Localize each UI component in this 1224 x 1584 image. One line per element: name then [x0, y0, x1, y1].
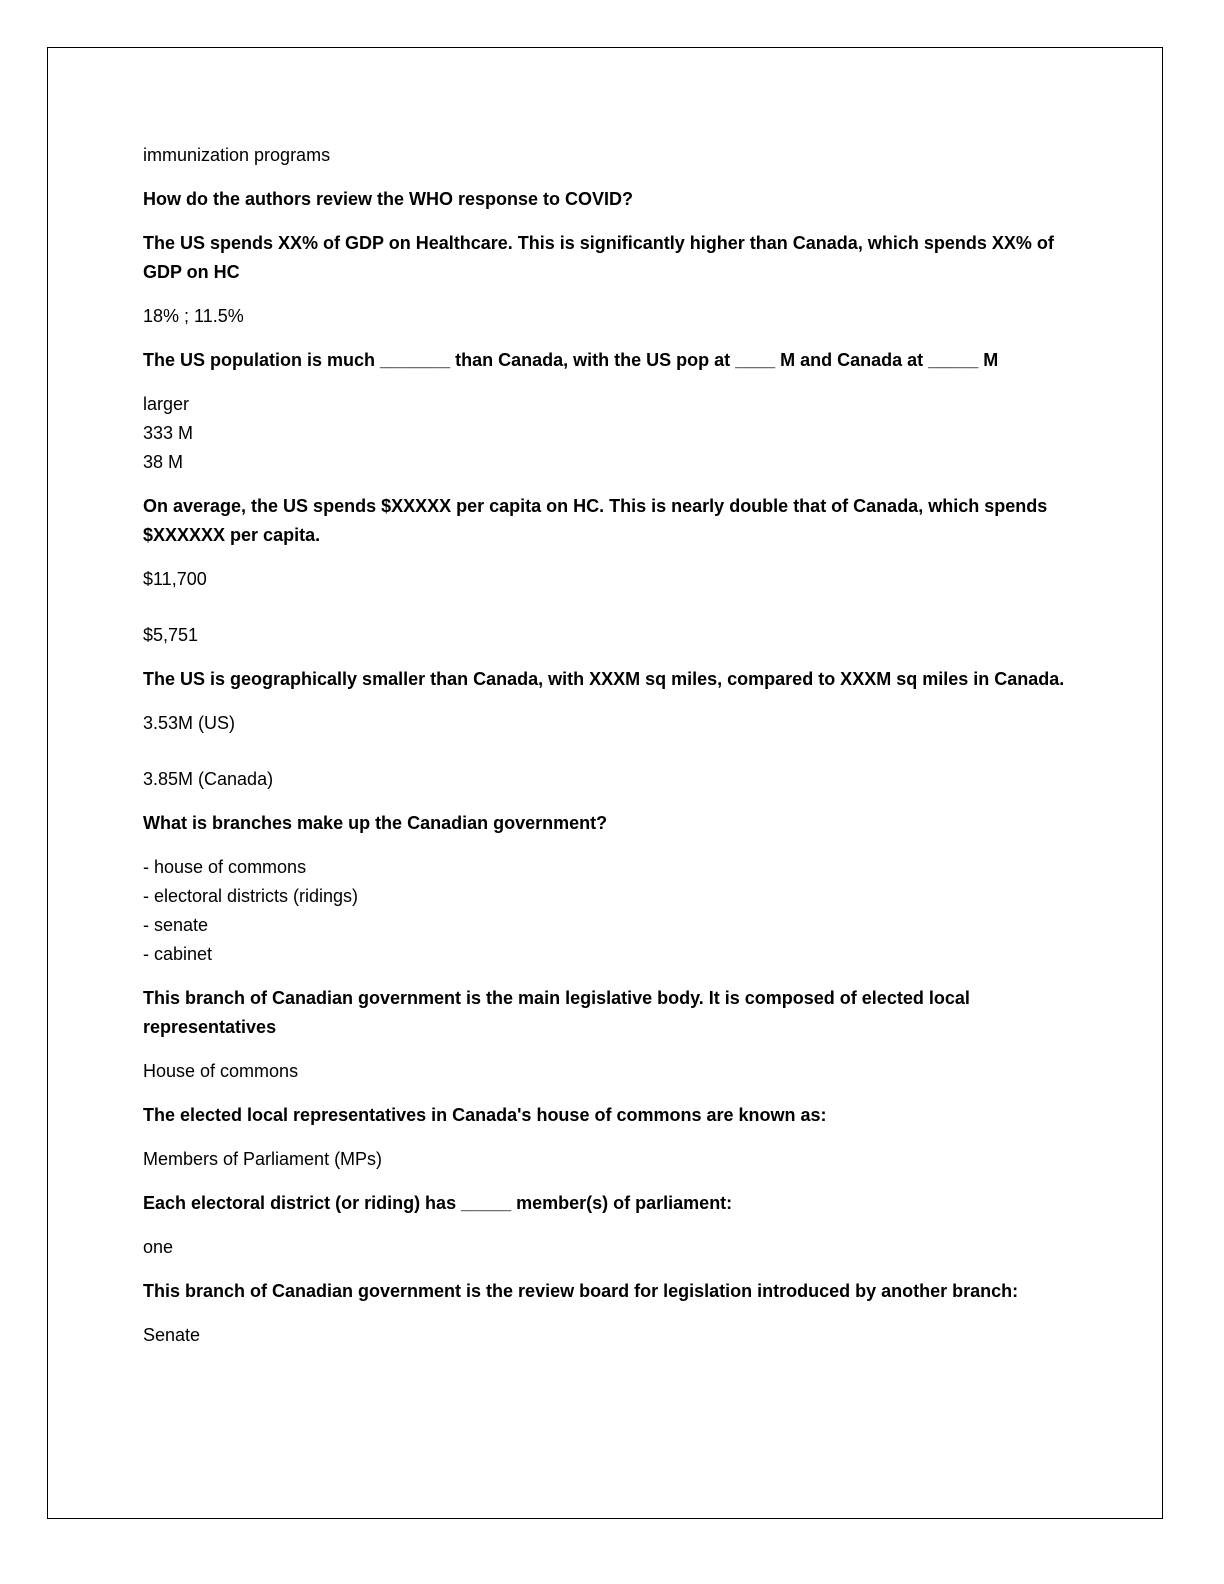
answer-text: Senate [143, 1325, 201, 1345]
answer-text: 18% ; 11.5% [143, 306, 244, 326]
question-text: Each electoral district (or riding) has _____ member(s) of parliament: [143, 1193, 733, 1213]
answer-text: - house of commons - electoral districts (ridings) - senate - cabinet [143, 857, 359, 964]
question-text: The US spends XX% of GDP on Healthcare. This is significantly higher than Canada, which spends XX% of GDP on HC [143, 233, 1054, 282]
answer-text: 3.53M (US) [143, 713, 236, 733]
question-text: The elected local representatives in Canada's house of commons are known as: [143, 1105, 827, 1125]
question-text: On average, the US spends $XXXXX per capita on HC. This is nearly double that of Canada, which spends $XXXXXX per capita. [143, 496, 1048, 545]
question-text: How do the authors review the WHO response to COVID? [143, 189, 634, 209]
question-text: This branch of Canadian government is the review board for legislation introduced by another branch: [143, 1281, 1019, 1301]
answer-text: House of commons [143, 1061, 299, 1081]
answer-text: 3.85M (Canada) [143, 769, 274, 789]
question-text: The US population is much _______ than Canada, with the US pop at ____ M and Canada at _____ M [143, 350, 999, 370]
answer-text: immunization programs [143, 145, 331, 165]
question-text: The US is geographically smaller than Canada, with XXXM sq miles, compared to XXXM sq miles in Canada. [143, 669, 1065, 689]
answer-text: $5,751 [143, 625, 199, 645]
question-text: What is branches make up the Canadian government? [143, 813, 608, 833]
answer-text: $11,700 [143, 569, 207, 589]
answer-text: Members of Parliament (MPs) [143, 1149, 383, 1169]
document-body [143, 141, 1078, 1365]
question-text: This branch of Canadian government is the main legislative body. It is composed of elected local representatives [143, 988, 970, 1037]
answer-text: one [143, 1237, 174, 1257]
answer-text: larger 333 M 38 M [143, 394, 194, 472]
